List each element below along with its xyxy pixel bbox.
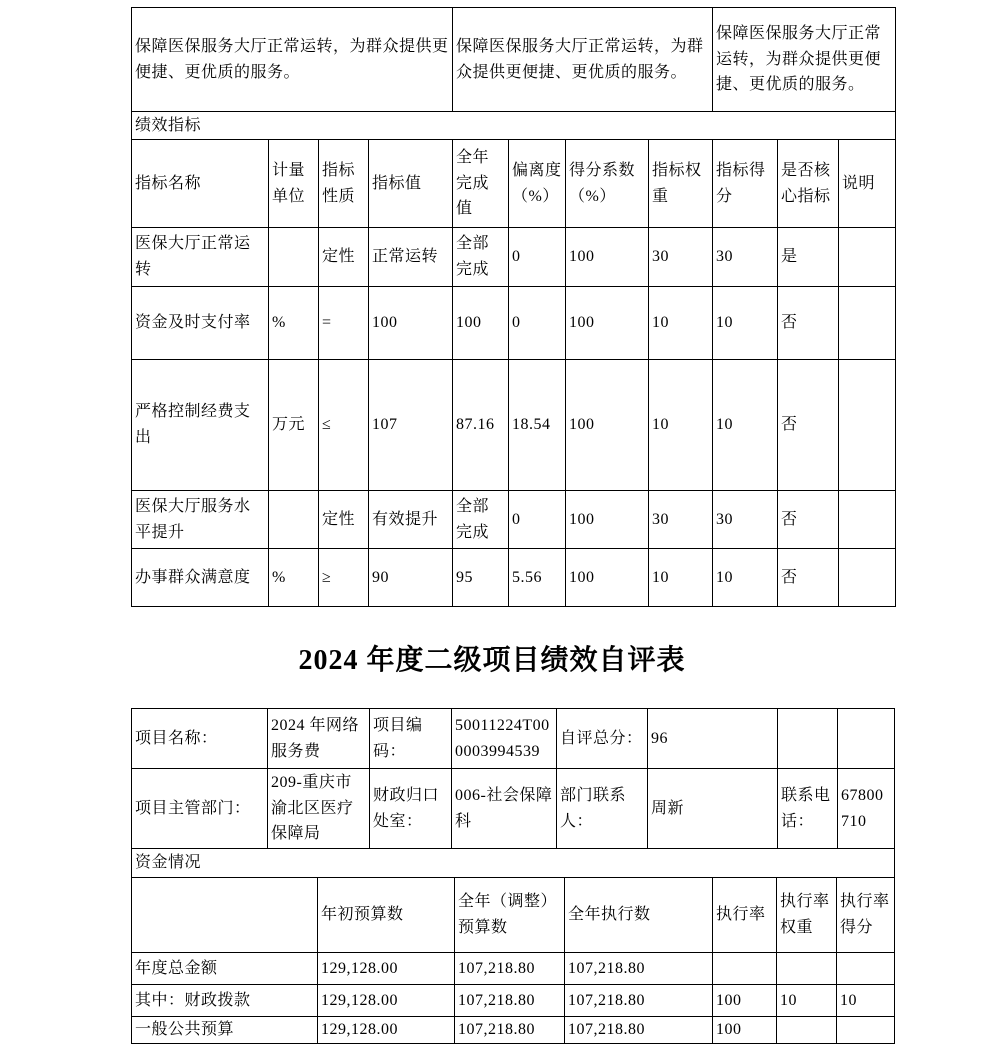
table-cell: 10 [649, 549, 713, 607]
field-label: 项目编码： [370, 709, 452, 769]
column-header: 得分系数（%） [566, 140, 649, 228]
table-row [132, 1017, 895, 1044]
table-row [132, 112, 896, 140]
document-sheet [131, 7, 895, 1044]
table-cell: 100 [566, 549, 649, 607]
table-cell [839, 491, 896, 549]
column-header: 执行率得分 [837, 878, 895, 953]
table-cell: 其中：财政拨款 [132, 985, 318, 1017]
table-cell: 否 [778, 491, 839, 549]
field-value: 006-社会保障科 [452, 769, 557, 849]
table-cell: 10 [713, 360, 778, 491]
table-cell: 万元 [269, 360, 319, 491]
table-cell: 资金及时支付率 [132, 287, 269, 360]
field-label: 自评总分： [557, 709, 648, 769]
column-header: 计量单位 [269, 140, 319, 228]
table-cell: 129,128.00 [318, 953, 455, 985]
table-cell [837, 1017, 895, 1044]
performance-indicators-body [132, 8, 896, 607]
table-cell: 129,128.00 [318, 1017, 455, 1044]
field-value: 96 [648, 709, 778, 769]
column-header: 是否核心指标 [778, 140, 839, 228]
table-cell: ≥ [319, 549, 369, 607]
table-cell: 100 [713, 1017, 777, 1044]
table-cell [839, 228, 896, 287]
table-cell: 0 [509, 491, 566, 549]
table-cell: 正常运转 [369, 228, 453, 287]
table-cell [838, 709, 895, 769]
table-cell: 100 [566, 491, 649, 549]
table-cell: 10 [649, 360, 713, 491]
field-value: 2024 年网络服务费 [268, 709, 370, 769]
table-cell: 10 [837, 985, 895, 1017]
table-cell: 129,128.00 [318, 985, 455, 1017]
project-info-table [131, 708, 895, 849]
table-row [132, 849, 895, 878]
table-row [132, 287, 896, 360]
table-cell: 107,218.80 [455, 1017, 565, 1044]
objective-cell: 保障医保服务大厅正常运转，为群众提供更便捷、更优质的服务。 [713, 8, 896, 112]
performance-indicators-table [131, 7, 896, 607]
table-cell: 定性 [319, 228, 369, 287]
column-header [132, 878, 318, 953]
project-info-body [132, 709, 895, 849]
column-header: 指标得分 [713, 140, 778, 228]
table-cell [839, 360, 896, 491]
column-header: 全年完成值 [453, 140, 509, 228]
table-cell: 87.16 [453, 360, 509, 491]
table-cell: 10 [713, 549, 778, 607]
column-header: 指标名称 [132, 140, 269, 228]
table-row [132, 549, 896, 607]
field-label: 部门联系人： [557, 769, 648, 849]
section-label: 资金情况 [132, 849, 895, 878]
objective-cell: 保障医保服务大厅正常运转，为群众提供更便捷、更优质的服务。 [132, 8, 453, 112]
table-cell: 医保大厅正常运转 [132, 228, 269, 287]
field-label: 项目名称： [132, 709, 268, 769]
table-cell: 107,218.80 [455, 985, 565, 1017]
table-cell: % [269, 549, 319, 607]
table-cell: 严格控制经费支出 [132, 360, 269, 491]
field-value: 209-重庆市渝北区医疗保障局 [268, 769, 370, 849]
field-label: 项目主管部门： [132, 769, 268, 849]
table-cell: 90 [369, 549, 453, 607]
table-row [132, 769, 895, 849]
table-cell: 18.54 [509, 360, 566, 491]
table-row [132, 228, 896, 287]
table-cell [778, 709, 838, 769]
table-cell: 年度总金额 [132, 953, 318, 985]
table-cell: 否 [778, 360, 839, 491]
section-label: 绩效指标 [132, 112, 896, 140]
field-label: 联系电话： [778, 769, 838, 849]
document-title: 2024 年度二级项目绩效自评表 [298, 644, 686, 676]
table-row [132, 491, 896, 549]
table-cell: 0 [509, 287, 566, 360]
table-cell: 5.56 [509, 549, 566, 607]
table-cell [839, 549, 896, 607]
title-band [110, 607, 874, 708]
table-cell [713, 953, 777, 985]
column-header: 指标权重 [649, 140, 713, 228]
table-row [132, 140, 896, 228]
table-cell: 107,218.80 [565, 985, 713, 1017]
column-header: 全年执行数 [565, 878, 713, 953]
table-row [132, 8, 896, 112]
table-cell: 100 [566, 228, 649, 287]
table-row [132, 878, 895, 953]
table-cell [777, 953, 837, 985]
table-cell: ≤ [319, 360, 369, 491]
column-header: 偏离度（%） [509, 140, 566, 228]
table-cell: 10 [649, 287, 713, 360]
table-row [132, 360, 896, 491]
table-cell: 30 [649, 228, 713, 287]
table-cell: 有效提升 [369, 491, 453, 549]
table-cell: 一般公共预算 [132, 1017, 318, 1044]
table-row [132, 709, 895, 769]
funding-table [131, 848, 895, 1044]
funding-body [132, 849, 895, 1044]
table-cell: 100 [566, 287, 649, 360]
table-cell: 0 [509, 228, 566, 287]
table-cell: 30 [713, 491, 778, 549]
field-value: 50011224T000003994539 [452, 709, 557, 769]
table-cell: 107,218.80 [565, 1017, 713, 1044]
table-cell: 否 [778, 287, 839, 360]
table-row [132, 985, 895, 1017]
table-cell: 100 [369, 287, 453, 360]
table-cell [269, 228, 319, 287]
field-value: 67800710 [838, 769, 895, 849]
column-header: 执行率 [713, 878, 777, 953]
table-cell: 是 [778, 228, 839, 287]
table-cell: 否 [778, 549, 839, 607]
column-header: 执行率权重 [777, 878, 837, 953]
column-header: 年初预算数 [318, 878, 455, 953]
table-cell: 107 [369, 360, 453, 491]
table-cell: 办事群众满意度 [132, 549, 269, 607]
column-header: 指标值 [369, 140, 453, 228]
table-cell: 100 [566, 360, 649, 491]
table-cell [777, 1017, 837, 1044]
table-cell: 100 [713, 985, 777, 1017]
table-cell: 全部完成 [453, 491, 509, 549]
table-cell: 30 [649, 491, 713, 549]
table-cell [269, 491, 319, 549]
column-header: 指标性质 [319, 140, 369, 228]
field-label: 财政归口处室： [370, 769, 452, 849]
column-header: 全年（调整）预算数 [455, 878, 565, 953]
table-cell [837, 953, 895, 985]
table-cell: 10 [713, 287, 778, 360]
table-cell [839, 287, 896, 360]
table-cell: 全部完成 [453, 228, 509, 287]
table-cell: 医保大厅服务水平提升 [132, 491, 269, 549]
table-cell: 100 [453, 287, 509, 360]
table-cell: 95 [453, 549, 509, 607]
table-cell: = [319, 287, 369, 360]
table-cell: % [269, 287, 319, 360]
table-cell: 30 [713, 228, 778, 287]
table-cell: 10 [777, 985, 837, 1017]
table-cell: 定性 [319, 491, 369, 549]
field-value: 周新 [648, 769, 778, 849]
table-row [132, 953, 895, 985]
objective-cell: 保障医保服务大厅正常运转，为群众提供更便捷、更优质的服务。 [453, 8, 713, 112]
column-header: 说明 [839, 140, 896, 228]
table-cell: 107,218.80 [455, 953, 565, 985]
table-cell: 107,218.80 [565, 953, 713, 985]
